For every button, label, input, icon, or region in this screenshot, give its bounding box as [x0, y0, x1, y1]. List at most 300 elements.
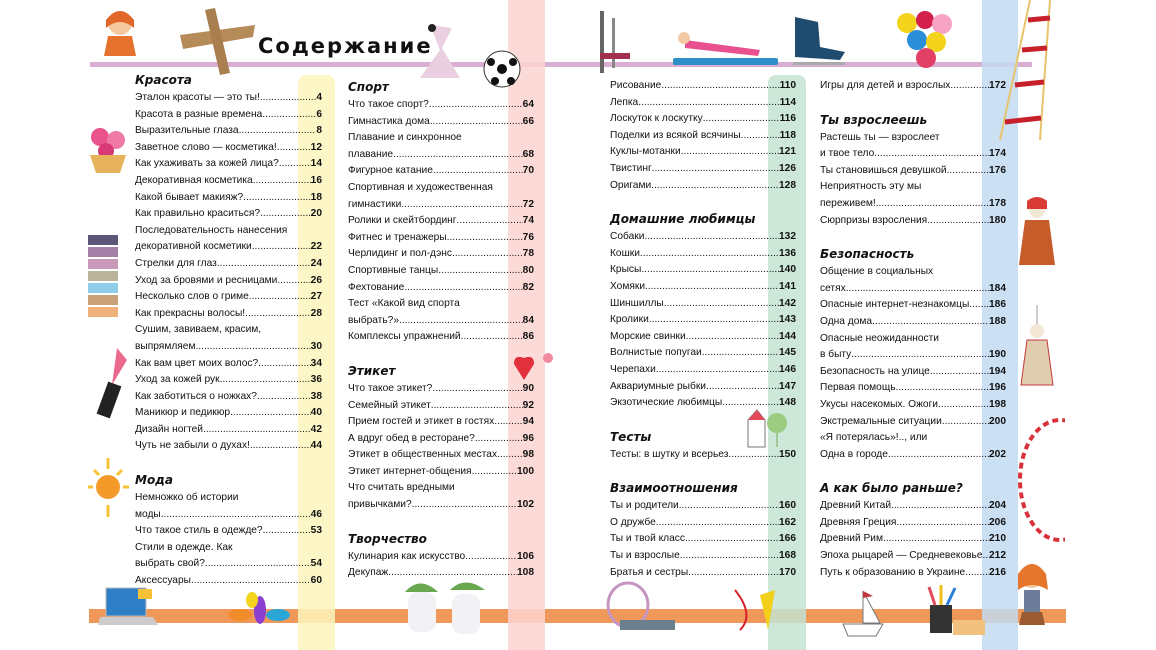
entry-row: [135, 422, 322, 439]
entry-row: [135, 573, 322, 590]
leader-dots: [876, 196, 989, 213]
entry-title: Поделки из всякой всячины: [610, 129, 741, 141]
toc-entry[interactable]: [610, 262, 796, 279]
toc-entry[interactable]: [348, 381, 534, 398]
leader-dots: [260, 90, 316, 107]
entry-row: [820, 498, 1006, 515]
toc-entry[interactable]: [348, 296, 534, 329]
toc-section: [610, 78, 796, 194]
entry-title: Комплексы упражнений: [348, 331, 461, 343]
leader-dots: [896, 380, 989, 397]
entry-title: Уход за кожей рук: [135, 374, 220, 386]
entry-page-number: 106: [517, 550, 534, 562]
toc-entry[interactable]: [135, 256, 322, 273]
entry-page-number: 114: [779, 96, 796, 108]
entry-row: [135, 372, 322, 389]
toc-entry[interactable]: [135, 523, 322, 540]
toc-section: [820, 479, 1006, 581]
entry-row: [820, 447, 1006, 464]
entry-page-number: 66: [522, 115, 534, 127]
entry-page-number: 92: [522, 399, 534, 411]
leader-dots: [191, 573, 311, 590]
entry-page-number: 140: [779, 264, 796, 276]
entry-row: [820, 347, 1006, 364]
entry-title-first-line: Плавание и синхронное: [348, 132, 462, 144]
entry-row: [348, 464, 534, 481]
leader-dots: [250, 438, 311, 455]
entry-row: [348, 414, 534, 431]
leader-dots: [497, 447, 523, 464]
entry-title: Игры для детей и взрослых: [820, 80, 951, 91]
toc-entry[interactable]: [610, 515, 796, 532]
entry-title: Кулинария как искусство: [348, 550, 466, 562]
entry-page-number: 54: [310, 558, 322, 570]
entry-page-number: 121: [779, 146, 796, 158]
toc-entry[interactable]: [348, 329, 534, 346]
toc-entry[interactable]: [348, 130, 534, 163]
toc-entry[interactable]: [610, 362, 796, 379]
toc-entry[interactable]: [135, 273, 322, 290]
toc-entry[interactable]: [610, 111, 796, 128]
entry-page-number: 82: [522, 281, 534, 293]
leader-dots: [429, 97, 523, 114]
entry-title: Аквариумные рыбки: [610, 380, 706, 392]
leader-dots: [432, 381, 522, 398]
entry-title: Как прекрасны волосы!: [135, 307, 246, 319]
toc-entry[interactable]: [135, 322, 322, 355]
leader-dots: [447, 230, 523, 247]
entry-page-number: 74: [522, 215, 534, 227]
entry-row: [820, 314, 1006, 331]
entry-page-number: 108: [517, 567, 534, 579]
motanka-doll-illustration: [1015, 195, 1060, 275]
toc-entry[interactable]: [610, 447, 796, 464]
toc-entry[interactable]: [820, 397, 1006, 414]
entry-title: Экстремальные ситуации: [820, 415, 942, 427]
toc-entry[interactable]: [135, 405, 322, 422]
leader-dots: [252, 239, 311, 256]
entry-row: [348, 213, 534, 230]
entry-page-number: 96: [522, 432, 534, 444]
toc-entry[interactable]: [820, 78, 1006, 95]
section-heading: Тесты: [610, 429, 652, 444]
toc-entry[interactable]: [610, 229, 796, 246]
leader-dots: [638, 95, 779, 112]
toc-entry[interactable]: [348, 97, 534, 114]
entry-row: [135, 140, 322, 157]
toc-entry[interactable]: [610, 279, 796, 296]
toc-entry[interactable]: [610, 312, 796, 329]
entry-page-number: 188: [989, 315, 1006, 327]
toc-entry[interactable]: [610, 246, 796, 263]
entry-row: [820, 414, 1006, 431]
entry-title: Спортивные танцы: [348, 264, 439, 276]
entry-row: [610, 246, 796, 263]
leader-dots: [656, 515, 779, 532]
leader-dots: [681, 144, 779, 161]
entry-title: моды: [135, 508, 161, 520]
pompoms-heart-illustration: [892, 8, 962, 73]
entry-title: Первая помощь: [820, 382, 896, 394]
entry-row: [348, 246, 534, 263]
leader-dots: [404, 280, 522, 297]
toc-column-4: [820, 78, 1006, 597]
toc-entry[interactable]: [820, 364, 1006, 381]
toc-section: [348, 530, 534, 582]
toc-section: [610, 428, 796, 464]
entry-page-number: 200: [989, 415, 1006, 427]
leader-dots: [874, 146, 989, 163]
entry-row: [348, 97, 534, 114]
entry-row: [610, 531, 796, 548]
entry-page-number: 98: [522, 449, 534, 461]
toc-entry[interactable]: [348, 398, 534, 415]
leader-dots: [475, 431, 523, 448]
entry-title: Кошки: [610, 247, 640, 259]
entry-row: [610, 144, 796, 161]
toc-entry[interactable]: [610, 178, 796, 195]
toc-entry[interactable]: [820, 531, 1006, 548]
entry-page-number: 118: [779, 129, 796, 141]
leader-dots: [651, 178, 779, 195]
toc-entry[interactable]: [610, 95, 796, 112]
entry-page-number: 145: [779, 347, 796, 359]
leader-dots: [680, 548, 779, 565]
entry-row: [348, 263, 534, 280]
entry-row: [610, 498, 796, 515]
leader-dots: [161, 507, 311, 524]
toc-entry[interactable]: [820, 548, 1006, 565]
entry-row: [348, 329, 534, 346]
leader-dots: [253, 173, 311, 190]
toc-entry[interactable]: [135, 140, 322, 157]
toc-entry[interactable]: [135, 190, 322, 207]
hanging-doll-illustration: [1015, 305, 1060, 390]
entry-row: [820, 364, 1006, 381]
leader-dots: [461, 329, 523, 346]
entry-row: [348, 381, 534, 398]
entry-row: [348, 398, 534, 415]
toc-entry[interactable]: [348, 480, 534, 513]
entry-title: Кролики: [610, 314, 649, 326]
entry-title-first-line: Растешь ты — взрослеет: [820, 131, 940, 143]
leader-dots: [656, 362, 779, 379]
leader-dots: [641, 262, 779, 279]
toc-entry[interactable]: [135, 206, 322, 223]
entry-page-number: 162: [779, 516, 796, 528]
entry-page-number: 90: [522, 382, 534, 394]
entry-row: [135, 123, 322, 140]
toc-entry[interactable]: [135, 306, 322, 323]
entry-row: [610, 565, 796, 582]
entry-page-number: 176: [989, 164, 1006, 176]
toc-entry[interactable]: [348, 180, 534, 213]
section-heading: Безопасность: [820, 247, 915, 262]
toc-entry[interactable]: [135, 173, 322, 190]
entry-title: Лоскуток к лоскутку: [610, 113, 703, 125]
leader-dots: [706, 379, 779, 396]
entry-page-number: 12: [310, 141, 322, 153]
entry-row: [348, 230, 534, 247]
entry-page-number: 142: [779, 297, 796, 309]
entry-title: Эпоха рыцарей — Средневековье: [820, 550, 983, 562]
toc-entry[interactable]: [820, 297, 1006, 314]
toc-entry[interactable]: [610, 498, 796, 515]
entry-page-number: 46: [310, 508, 322, 520]
toc-entry[interactable]: [820, 264, 1006, 297]
leader-dots: [257, 389, 311, 406]
eyeshadow-palette-illustration: [88, 230, 128, 325]
leader-dots: [277, 273, 310, 290]
entry-page-number: 86: [522, 331, 534, 343]
toc-entry[interactable]: [610, 128, 796, 145]
toc-entry[interactable]: [820, 565, 1006, 582]
entry-title: Ты и твой класс: [610, 533, 685, 545]
entry-title-first-line: Что считать вредными: [348, 482, 455, 494]
toc-entry[interactable]: [135, 356, 322, 373]
entry-page-number: 144: [779, 330, 796, 342]
toc-entry[interactable]: [820, 380, 1006, 397]
entry-title: Выразительные глаза: [135, 125, 239, 137]
leader-dots: [230, 405, 311, 422]
entry-page-number: 4: [316, 92, 322, 103]
entry-title-first-line: Общение в социальных: [820, 266, 934, 278]
entry-title: декоративной косметики: [135, 241, 252, 253]
leader-dots: [652, 161, 779, 178]
entry-page-number: 126: [779, 162, 796, 174]
entry-page-number: 180: [989, 214, 1006, 226]
leader-dots: [640, 246, 779, 263]
entry-title: Фитнес и тренажеры: [348, 231, 447, 243]
toc-entry[interactable]: [348, 447, 534, 464]
toc-entry[interactable]: [820, 430, 1006, 463]
leader-dots: [438, 263, 522, 280]
entry-title: Одна в городе: [820, 448, 888, 460]
toc-entry[interactable]: [135, 422, 322, 439]
toc-entry[interactable]: [348, 213, 534, 230]
entry-row: [135, 389, 322, 406]
leader-dots: [412, 497, 517, 514]
flower-basket-illustration: [88, 125, 128, 175]
toc-entry[interactable]: [820, 498, 1006, 515]
entry-row: [820, 78, 1006, 95]
toc-entry[interactable]: [820, 179, 1006, 212]
entry-title: в быту: [820, 349, 852, 361]
entry-row: [820, 565, 1006, 582]
leader-dots: [433, 163, 523, 180]
toc-entry[interactable]: [348, 163, 534, 180]
toc-entry[interactable]: [820, 515, 1006, 532]
toc-entry[interactable]: [135, 573, 322, 590]
entry-title: Ты становишься девушкой: [820, 164, 947, 176]
entry-title: Черлидинг и пол-дэнс: [348, 248, 453, 260]
entry-title: Как правильно краситься?: [135, 208, 261, 220]
entry-title-first-line: Опасные неожиданности: [820, 332, 939, 344]
toc-entry[interactable]: [135, 107, 322, 124]
toc-entry[interactable]: [135, 123, 322, 140]
leader-dots: [203, 422, 311, 439]
leader-dots: [679, 498, 779, 515]
entry-page-number: 100: [517, 465, 534, 477]
toc-section: [610, 210, 796, 412]
entry-row: [610, 95, 796, 112]
leader-dots: [851, 347, 989, 364]
entry-title: Что такое этикет?: [348, 382, 433, 394]
toc-entry[interactable]: [348, 565, 534, 582]
toc-entry[interactable]: [135, 372, 322, 389]
entry-title: и твое тело: [820, 148, 875, 160]
toc-entry[interactable]: [348, 549, 534, 566]
entry-page-number: 128: [779, 179, 796, 191]
toc-entry[interactable]: [610, 548, 796, 565]
entry-page-number: 198: [989, 398, 1006, 410]
entry-page-number: 16: [310, 174, 322, 186]
entry-row: [135, 356, 322, 373]
entry-row: [610, 229, 796, 246]
toc-entry[interactable]: [348, 263, 534, 280]
entry-page-number: 44: [310, 440, 322, 452]
leader-dots: [942, 414, 989, 431]
entry-title: Несколько слов о гриме: [135, 291, 249, 303]
entry-title-first-line: Немножко об истории: [135, 492, 239, 504]
leader-dots: [888, 447, 989, 464]
toc-entry[interactable]: [135, 289, 322, 306]
entry-title: гимнастики: [348, 198, 402, 210]
toc-entry[interactable]: [135, 438, 322, 455]
entry-row: [610, 161, 796, 178]
toc-entry[interactable]: [348, 414, 534, 431]
entry-row: [348, 549, 534, 566]
toc-entry[interactable]: [610, 78, 796, 95]
toc-entry[interactable]: [135, 540, 322, 573]
entry-page-number: 168: [779, 550, 796, 562]
entry-page-number: 102: [517, 499, 534, 511]
toc-entry[interactable]: [348, 114, 534, 131]
entry-title-first-line: Неприятность эту мы: [820, 181, 922, 193]
entry-title: Этикет интернет-общения: [348, 465, 472, 477]
toc-entry[interactable]: [610, 565, 796, 582]
entry-title: Тесты: в шутку и всерьез: [610, 448, 729, 460]
entry-page-number: 28: [310, 307, 322, 319]
entry-row: [610, 312, 796, 329]
entry-page-number: 174: [989, 148, 1006, 160]
entry-row: [348, 447, 534, 464]
toc-entry[interactable]: [610, 329, 796, 346]
entry-row: [820, 297, 1006, 314]
leader-dots: [263, 523, 311, 540]
toc-entry[interactable]: [610, 379, 796, 396]
entry-row: [135, 107, 322, 124]
entry-row: [135, 156, 322, 173]
toc-entry[interactable]: [348, 464, 534, 481]
leader-dots: [686, 329, 779, 346]
toc-entry[interactable]: [348, 431, 534, 448]
gym-machine-illustration: [592, 8, 637, 76]
toc-entry[interactable]: [820, 331, 1006, 364]
entry-row: [135, 289, 322, 306]
toc-entry[interactable]: [610, 345, 796, 362]
entry-page-number: 70: [522, 165, 534, 177]
entry-title: Гимнастика дома: [348, 115, 430, 127]
entry-title: Декоративная косметика: [135, 174, 253, 186]
toc-entry[interactable]: [348, 230, 534, 247]
entry-page-number: 68: [522, 148, 534, 160]
entry-row: [820, 531, 1006, 548]
toc-entry[interactable]: [135, 156, 322, 173]
entry-page-number: 24: [310, 257, 322, 269]
toc-column-1: [135, 71, 322, 606]
entry-page-number: 38: [310, 390, 322, 402]
entry-row: [348, 147, 534, 164]
entry-page-number: 18: [310, 191, 322, 203]
entry-page-number: 22: [310, 241, 322, 253]
entry-title: Древняя Греция: [820, 516, 897, 528]
entry-row: [820, 163, 1006, 180]
toc-entry[interactable]: [820, 163, 1006, 180]
section-heading: Ты взрослеешь: [820, 112, 928, 127]
toc-entry[interactable]: [135, 490, 322, 523]
toc-section: [135, 471, 322, 590]
toc-entry[interactable]: [348, 280, 534, 297]
entry-title: О дружбе: [610, 516, 656, 528]
toc-entry[interactable]: [135, 223, 322, 256]
entry-row: [135, 405, 322, 422]
toc-entry[interactable]: [820, 213, 1006, 230]
toc-entry[interactable]: [610, 531, 796, 548]
toc-entry[interactable]: [610, 161, 796, 178]
toc-entry[interactable]: [610, 395, 796, 412]
leader-dots: [452, 246, 523, 263]
toc-entry[interactable]: [610, 296, 796, 313]
leader-dots: [645, 279, 779, 296]
leader-dots: [896, 515, 989, 532]
entry-title: переживем!: [820, 197, 876, 209]
toc-entry[interactable]: [820, 414, 1006, 431]
entry-row: [610, 178, 796, 195]
toc-entry[interactable]: [135, 389, 322, 406]
entry-title: А вдруг обед в ресторане?: [348, 432, 475, 444]
toc-entry[interactable]: [820, 314, 1006, 331]
entry-page-number: 160: [779, 500, 796, 512]
leader-dots: [401, 197, 522, 214]
leader-dots: [661, 78, 779, 95]
entry-title: Красота в разные времена: [135, 108, 263, 120]
entry-row: [348, 197, 534, 214]
entry-title: Куклы-мотанки: [610, 146, 681, 158]
entry-title: Как ухаживать за кожей лица?: [135, 158, 279, 170]
entry-title: Оригами: [610, 179, 652, 191]
entry-row: [610, 279, 796, 296]
section-heading: Мода: [135, 473, 173, 488]
leader-dots: [262, 107, 316, 124]
leader-dots: [950, 78, 989, 95]
toc-entry[interactable]: [135, 90, 322, 107]
entry-page-number: 8: [316, 125, 322, 137]
toc-section: [820, 78, 1006, 95]
toc-entry[interactable]: [348, 246, 534, 263]
entry-page-number: 6: [316, 108, 322, 120]
ice-skate-illustration: [790, 12, 850, 70]
toc-entry[interactable]: [610, 144, 796, 161]
toc-section: [820, 111, 1006, 230]
entry-row: [135, 556, 322, 573]
entry-title-first-line: Последовательность нанесения: [135, 224, 288, 236]
entry-row: [610, 111, 796, 128]
entry-title: Морские свинки: [610, 330, 686, 342]
leader-dots: [891, 498, 989, 515]
toc-entry[interactable]: [820, 130, 1006, 163]
entry-page-number: 60: [310, 575, 322, 587]
